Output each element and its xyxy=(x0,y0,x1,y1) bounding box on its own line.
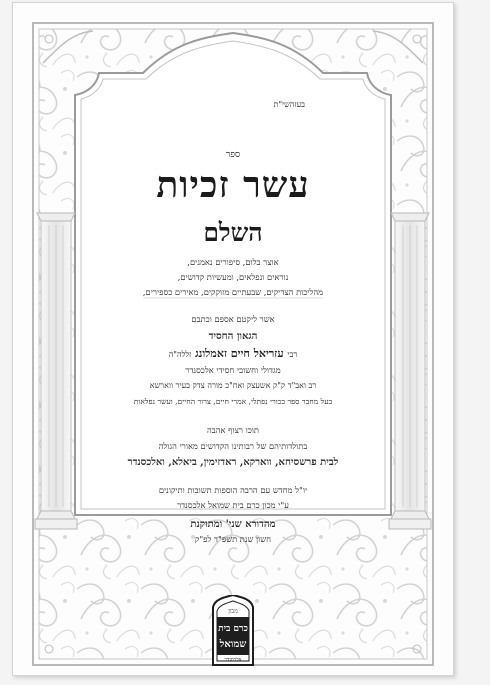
gaon-title: הגאון החסיד xyxy=(208,331,258,342)
author-name: עזריאל חיים זאמלונג xyxy=(195,347,284,360)
logo-line-2: שמואל xyxy=(219,639,247,650)
description-line-2: נוראים ונפלאים, ומעשיות קדושים, xyxy=(177,272,289,282)
author-works: בעל מחבר ספר בכורי נפתלי, אמרי חיים, צרור החיים, ועשר נפלאות xyxy=(133,397,333,406)
description-line-1: אוצר בלום, סיפורים נאמנים, xyxy=(187,257,279,267)
author-suffix: זללה"ה xyxy=(168,350,192,359)
author-line xyxy=(73,348,393,360)
publisher-logo xyxy=(207,595,259,669)
author-position: רב ואב"ד ק"ק אשעצק ואח"כ מורה צדק בעיר ווארשא xyxy=(149,381,317,390)
description-line-3: מהליכות הצדיקים, שבעתיים מזוקקים, מאירים כספירים, xyxy=(142,287,324,297)
logo-line-1: כרם בית xyxy=(218,624,248,634)
edition-line: מהדורא שני' ומתוקנת xyxy=(190,519,276,530)
book-subtitle: השלם xyxy=(203,218,263,247)
author-prefix: רבי xyxy=(287,350,298,359)
bs-header: בעזהשי"ת xyxy=(273,100,305,109)
toldos-line: בתולדותיהם של רבותינו הקדושים מאורי הגולה xyxy=(158,441,308,451)
tocho-line: תוכו רצוף אהבה xyxy=(206,425,259,435)
author-description: מגדולי וחשובי חסידי אלכסנדר xyxy=(185,365,281,375)
reissued-line: יו"ל מחדש עם הרבה הוספות תשובות ותיקונים xyxy=(158,485,308,495)
dynasties-line: לבית פרשסיחא, ווארקא, ראדזימין, ביאלא, ואלכסנדר xyxy=(127,457,339,468)
book-title: עשר זכיות xyxy=(156,164,310,206)
logo-bottom-text: אלכסנדר xyxy=(224,657,242,663)
publisher-line: ע"י מכון כרם בית שמואל אלכסנדר xyxy=(177,500,289,510)
book-title-page xyxy=(12,2,454,676)
compiled-by-line: אשר ליקטם אספם וכתבם xyxy=(191,314,275,324)
date-line: חשון שנת תשפ"ד לפ"ק xyxy=(194,534,272,544)
sefer-label: ספר xyxy=(225,150,241,160)
logo-top-text: מכון xyxy=(228,608,238,615)
title-frame xyxy=(73,83,393,583)
